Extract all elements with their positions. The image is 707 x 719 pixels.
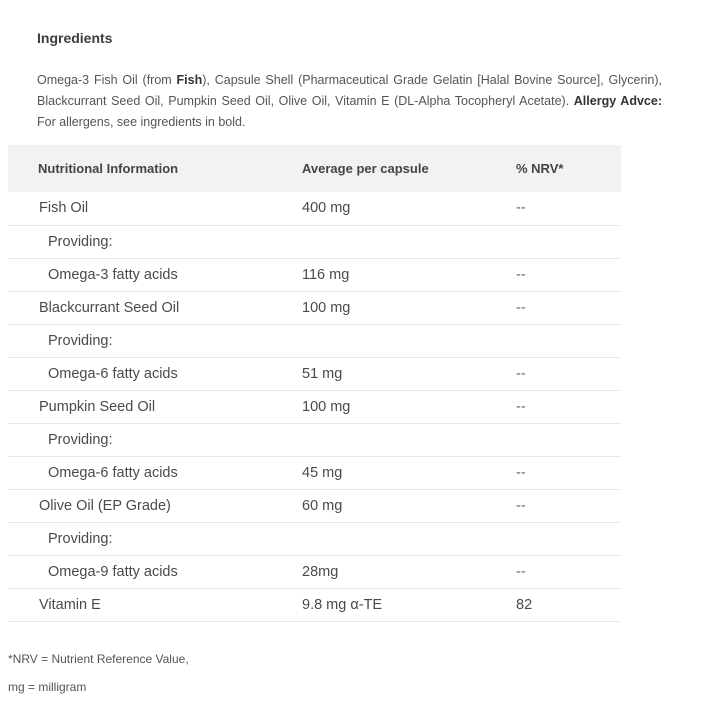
amount: 45 mg	[302, 464, 343, 481]
nutrient-name: Omega-6 fatty acids	[48, 464, 178, 481]
nutrient-name: Blackcurrant Seed Oil	[39, 299, 180, 316]
nrv-value: --	[516, 266, 526, 283]
nutrient-name: Olive Oil (EP Grade)	[39, 497, 171, 514]
table-row	[8, 423, 621, 456]
amount: 60 mg	[302, 497, 343, 514]
amount	[302, 423, 516, 456]
nrv-value: --	[516, 365, 526, 382]
nrv-value: --	[516, 464, 526, 481]
nutrition-table	[8, 145, 621, 622]
nutrient-name: Omega-6 fatty acids	[48, 365, 178, 382]
amount	[302, 324, 516, 357]
nrv-value	[516, 324, 621, 357]
nutrient-name: Omega-9 fatty acids	[48, 563, 178, 580]
ingredients-text: Omega-3 Fish Oil (from Fish), Capsule Shell (Pharmaceutical Grade Gelatin [Halal Bovine Source], Glycerin), Blackcurrant Seed Oil, Pumpkin Seed Oil, Olive Oil, Vitamin E (DL-Alpha Tocopheryl Acetate). Allergy Advce: For allergens, see ingredients in bold.	[37, 73, 662, 129]
table-row	[8, 390, 621, 423]
nutrient-name: Providing:	[48, 530, 113, 547]
nrv-value: --	[516, 200, 526, 217]
table-row	[8, 522, 621, 555]
amount: 116 mg	[302, 266, 350, 283]
allergy-advice-label: Allergy Advce:	[573, 94, 662, 108]
nrv-value: --	[516, 299, 526, 316]
amount: 9.8 mg α-TE	[302, 596, 383, 613]
nrv-value: --	[516, 497, 526, 514]
nutrient-name: Fish Oil	[39, 200, 89, 217]
table-header-row	[8, 145, 621, 192]
nrv-footnote: *NRV = Nutrient Reference Value,	[8, 652, 189, 666]
header-average-per-capsule: Average per capsule	[302, 161, 429, 176]
nrv-value	[516, 225, 621, 258]
table-row	[8, 357, 621, 390]
table-row	[8, 555, 621, 588]
table-row	[8, 291, 621, 324]
table-row	[8, 456, 621, 489]
nutrient-name: Pumpkin Seed Oil	[39, 398, 156, 415]
header-nrv: % NRV*	[516, 161, 564, 176]
header-nutritional-information: Nutritional Information	[38, 161, 179, 176]
mg-footnote: mg = milligram	[8, 680, 87, 694]
nrv-value: --	[516, 398, 526, 415]
table-row	[8, 258, 621, 291]
allergen-fish: Fish	[176, 73, 203, 87]
nrv-value	[516, 522, 621, 555]
amount: 100 mg	[302, 299, 351, 316]
amount: 51 mg	[302, 365, 343, 382]
table-row	[8, 192, 621, 225]
nutrient-name: Providing:	[48, 431, 113, 448]
nutrient-name: Vitamin E	[39, 596, 101, 613]
nutrient-name: Omega-3 fatty acids	[48, 266, 178, 283]
table-row	[8, 225, 621, 258]
amount	[302, 522, 516, 555]
amount: 100 mg	[302, 398, 351, 415]
nrv-value: --	[516, 563, 526, 580]
amount	[302, 225, 516, 258]
table-row	[8, 489, 621, 522]
nutrient-name: Providing:	[48, 332, 113, 349]
ingredients-heading: Ingredients	[37, 30, 113, 46]
nrv-value	[516, 423, 621, 456]
nutrient-name: Providing:	[48, 233, 113, 250]
nrv-value: 82	[516, 596, 533, 613]
amount: 28mg	[302, 563, 339, 580]
amount: 400 mg	[302, 200, 351, 217]
table-row	[8, 324, 621, 357]
table-row	[8, 588, 621, 621]
